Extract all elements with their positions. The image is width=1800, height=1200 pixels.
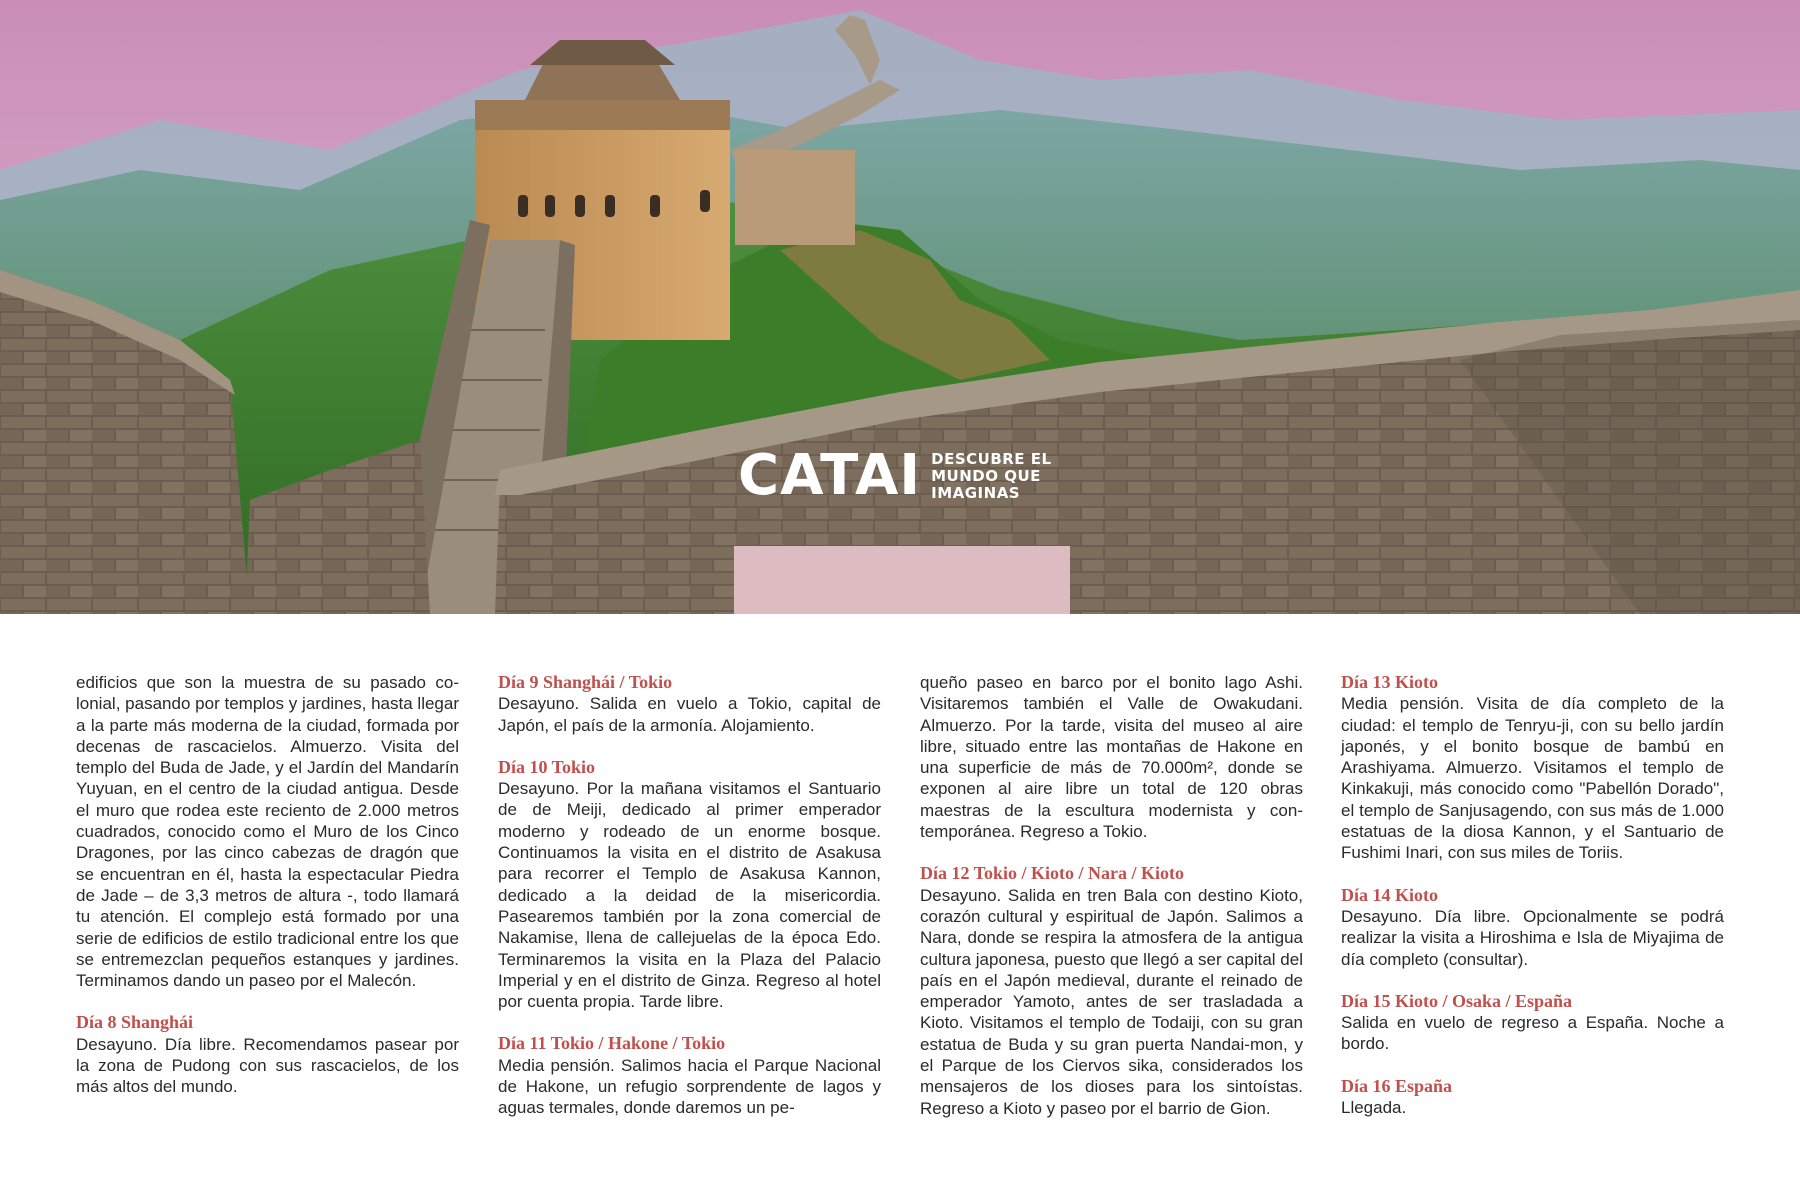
itinerary-block	[76, 672, 459, 991]
catai-logo	[738, 443, 1052, 508]
itinerary-block	[920, 672, 1303, 842]
itinerary-block	[920, 863, 1303, 1119]
itinerary-block	[1341, 991, 1724, 1055]
logo-tagline	[931, 451, 1051, 502]
day-body: Desayuno. Día libre. Recomendamos pasear por la zona de Pudong con sus rascacielos, de los más altos del mundo.	[76, 1034, 459, 1097]
logo-tagline-line-3: IMAGINAS	[931, 483, 1021, 502]
day-body: edificios que son la muestra de su pasado colonial, pasando por templos y jardines, hasta llegar a la parte más moderna de la ciudad, formada por decenas de rascacielos. Almuerzo. Visita del templo del Buda de Jade, y el Jardín del Mandarín Yuyuan, en el centro de la ciudad antigua. Desde el muro que rodea este reciento de 2.000 metros cuadrados, conocido como el Muro de los Cinco Dragones, por las cinco cabezas de dragón que se encuentran en él, hasta la espectacular Piedra de Jade – de 3,3 metros de altura -, todo llamará tu atención. El complejo está formado por una serie de edificios de estilo tradicional entre los que se entremezclan pequeños estanques y jardines. Terminamos dando un paseo por el Malecón.	[76, 673, 459, 991]
day-body: Desayuno. Día libre. Opcionalmente se podrá realizar la visita a Hiroshima e Isla de Miyajima de día completo (consultar).	[1341, 906, 1724, 969]
itinerary-text	[76, 672, 1728, 1172]
day-body: Media pensión. Visita de día completo de la ciudad: el templo de Tenryu-ji, con su bello jardín japonés, y el bonito bosque de bambú en Arashiyama. Almuerzo. Visitamos el templo de Kinkakuji, más conocido como "Pabellón Dorado", el templo de Sanjusagendo, con sus más de 1.000 estatuas de la diosa Kannon, y el Santuario de Fushimi Inari, con sus miles de Toriis.	[1341, 694, 1724, 863]
column-2	[498, 672, 881, 1119]
day-heading: Día 13 Kioto	[1341, 672, 1438, 692]
decorative-tab	[734, 546, 1070, 614]
day-body: Llegada.	[1341, 1098, 1407, 1118]
day-body: Desayuno. Por la mañana visitamos el Santuario de de Meiji, dedicado al primer emperador moderno y rodeado de un enorme bosque. Continuamos la visita en el distrito de Asakusa para recorrer el Templo de Asakusa Kannon, dedicado a la deidad de la misericordia. Pasearemos también por la zona comercial de Nakamise, llena de callejuelas de la época Edo. Terminaremos la visita en la Plaza del Palacio Imperial y en el distrito de Ginza. Regreso al hotel por cuenta propia. Tarde libre.	[498, 779, 881, 1012]
itinerary-block	[1341, 1076, 1724, 1119]
day-heading: Día 12 Tokio / Kioto / Nara / Kioto	[920, 863, 1185, 884]
day-heading: Día 8 Shanghái	[76, 1012, 194, 1033]
day-body: Media pensión. Salimos hacia el Parque Nacional de Hakone, un refugio sorprendente de lagos y aguas termales, donde daremos un pe-	[498, 1055, 881, 1118]
itinerary-block	[76, 1012, 459, 1097]
day-heading: Día 15 Kioto / Osaka / España	[1341, 990, 1573, 1011]
day-heading: Día 10 Tokio	[498, 756, 596, 777]
itinerary-block	[498, 672, 881, 736]
day-body: Salida en vuelo de regreso a España. Noche a bordo.	[1341, 1013, 1724, 1054]
day-heading: Día 16 España	[1341, 1075, 1453, 1096]
day-heading: Día 11 Tokio / Hakone / Tokio	[498, 1033, 726, 1054]
itinerary-block	[1341, 672, 1724, 864]
column-1	[76, 672, 459, 1098]
logo-tagline-line-2: MUNDO QUE	[931, 466, 1041, 485]
itinerary-block	[498, 757, 881, 1013]
column-3	[920, 672, 1303, 1119]
day-heading: Día 14 Kioto	[1341, 884, 1438, 905]
logo-tagline-line-1: DESCUBRE EL	[931, 449, 1052, 468]
itinerary-block	[498, 1033, 881, 1118]
day-heading: Día 9 Shanghái / Tokio	[498, 672, 673, 692]
day-body: Desayuno. Salida en vuelo a Tokio, capital de Japón, el país de la armonía. Alojamiento.	[498, 694, 881, 735]
day-body: Desayuno. Salida en tren Bala con destino Kioto, corazón cultural y espiritual de Japón. Salimos a Nara, donde se respira la atmosfera de la antigua cultura japonesa, puesto que llegó a ser capital del país en el Japón medieval, durante el reinado de emperador Yamoto, antes de ser trasladada a Kioto. Visitamos el templo de Todaiji, con su gran estatua de Buda y su gran puerta Nandai-mon, y el Parque de los Ciervos sika, considerados los mensajeros de los dioses para los sintoístas. Regreso a Kioto y paseo por el barrio de Gion.	[920, 885, 1303, 1118]
logo-wordmark: CATAI	[738, 443, 922, 508]
column-4	[1341, 672, 1724, 1118]
day-body: queño paseo en barco por el bonito lago Ashi. Visitaremos también el Valle de Owakudani. Almuerzo. Por la tarde, visita del museo al aire libre, situado entre las montañas de Hakone en una superficie de más de 70.000m², donde se exponen al aire libre un total de 120 obras maestras de la escultura modernista y contemporánea. Regreso a Tokio.	[920, 673, 1303, 842]
itinerary-block	[1341, 885, 1724, 970]
